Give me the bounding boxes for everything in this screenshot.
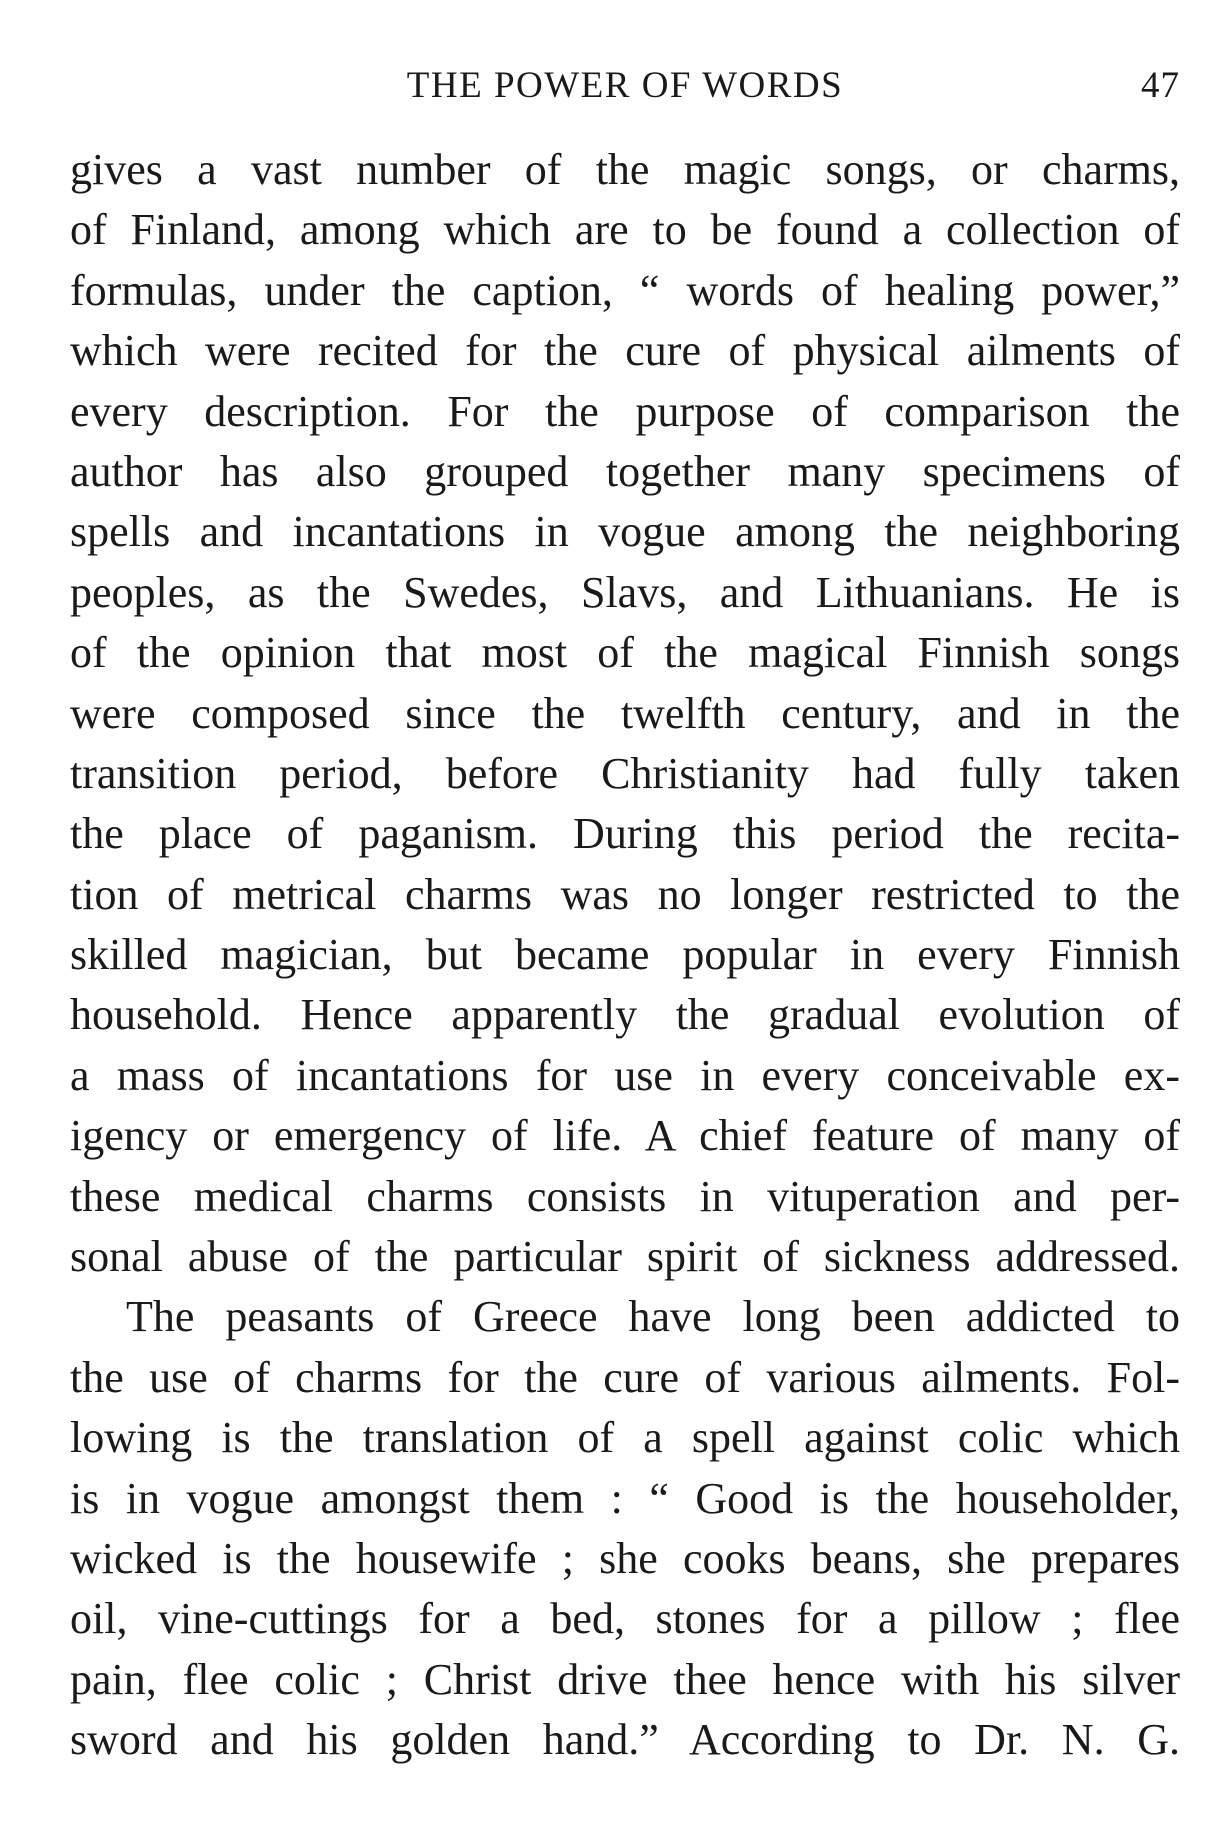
body-text — [70, 140, 1180, 1771]
text-line: peoples, as the Swedes, Slavs, and Lithuanians. He is — [70, 567, 1180, 617]
text-line: pain, flee colic ; Christ drive thee hence with his silver — [70, 1654, 1180, 1704]
text-line: wicked is the housewife ; she cooks beans, she prepares — [70, 1533, 1180, 1583]
text-line: gives a vast number of the magic songs, or charms, — [70, 145, 1180, 194]
text-line: tion of metrical charms was no longer restricted to the — [70, 869, 1180, 919]
paragraph-start-line: The peasants of Greece have long been addicted to — [126, 1292, 1180, 1342]
text-line: sword and his golden hand.” According to Dr. N. G. — [70, 1715, 1180, 1765]
text-line: skilled magician, but became popular in every Finnish — [70, 930, 1180, 980]
text-line: is in vogue amongst them : “ Good is the householder, — [70, 1473, 1180, 1523]
text-line: spells and incantations in vogue among the neighboring — [70, 507, 1180, 557]
text-line: these medical charms consists in vituperation and per- — [70, 1171, 1180, 1221]
text-line: of the opinion that most of the magical Finnish songs — [70, 628, 1180, 678]
text-line: household. Hence apparently the gradual evolution of — [70, 990, 1180, 1040]
text-line: which were recited for the cure of physical ailments of — [70, 326, 1180, 376]
text-line: a mass of incantations for use in every conceivable ex- — [70, 1050, 1180, 1100]
text-line: formulas, under the caption, “ words of healing power,” — [70, 265, 1180, 315]
text-line: author has also grouped together many specimens of — [70, 446, 1180, 496]
text-line: were composed since the twelfth century, and in the — [70, 688, 1180, 738]
running-title: THE POWER OF WORDS — [406, 65, 844, 106]
text-line: sonal abuse of the particular spirit of sickness addressed. — [70, 1232, 1180, 1282]
text-line: transition period, before Christianity had fully taken — [70, 748, 1180, 798]
text-line: oil, vine-cuttings for a bed, stones for a pillow ; flee — [70, 1594, 1180, 1644]
text-line: the place of paganism. During this period the recita- — [70, 809, 1180, 859]
text-line: igency or emergency of life. A chief feature of many of — [70, 1111, 1180, 1161]
text-line: every description. For the purpose of comparison the — [70, 386, 1180, 436]
text-line: of Finland, among which are to be found a collection of — [70, 205, 1180, 255]
text-line: the use of charms for the cure of various ailments. Fol- — [70, 1352, 1180, 1402]
page-number: 47 — [1141, 65, 1180, 106]
running-head — [70, 64, 1180, 114]
text-line: lowing is the translation of a spell against colic which — [70, 1413, 1180, 1463]
